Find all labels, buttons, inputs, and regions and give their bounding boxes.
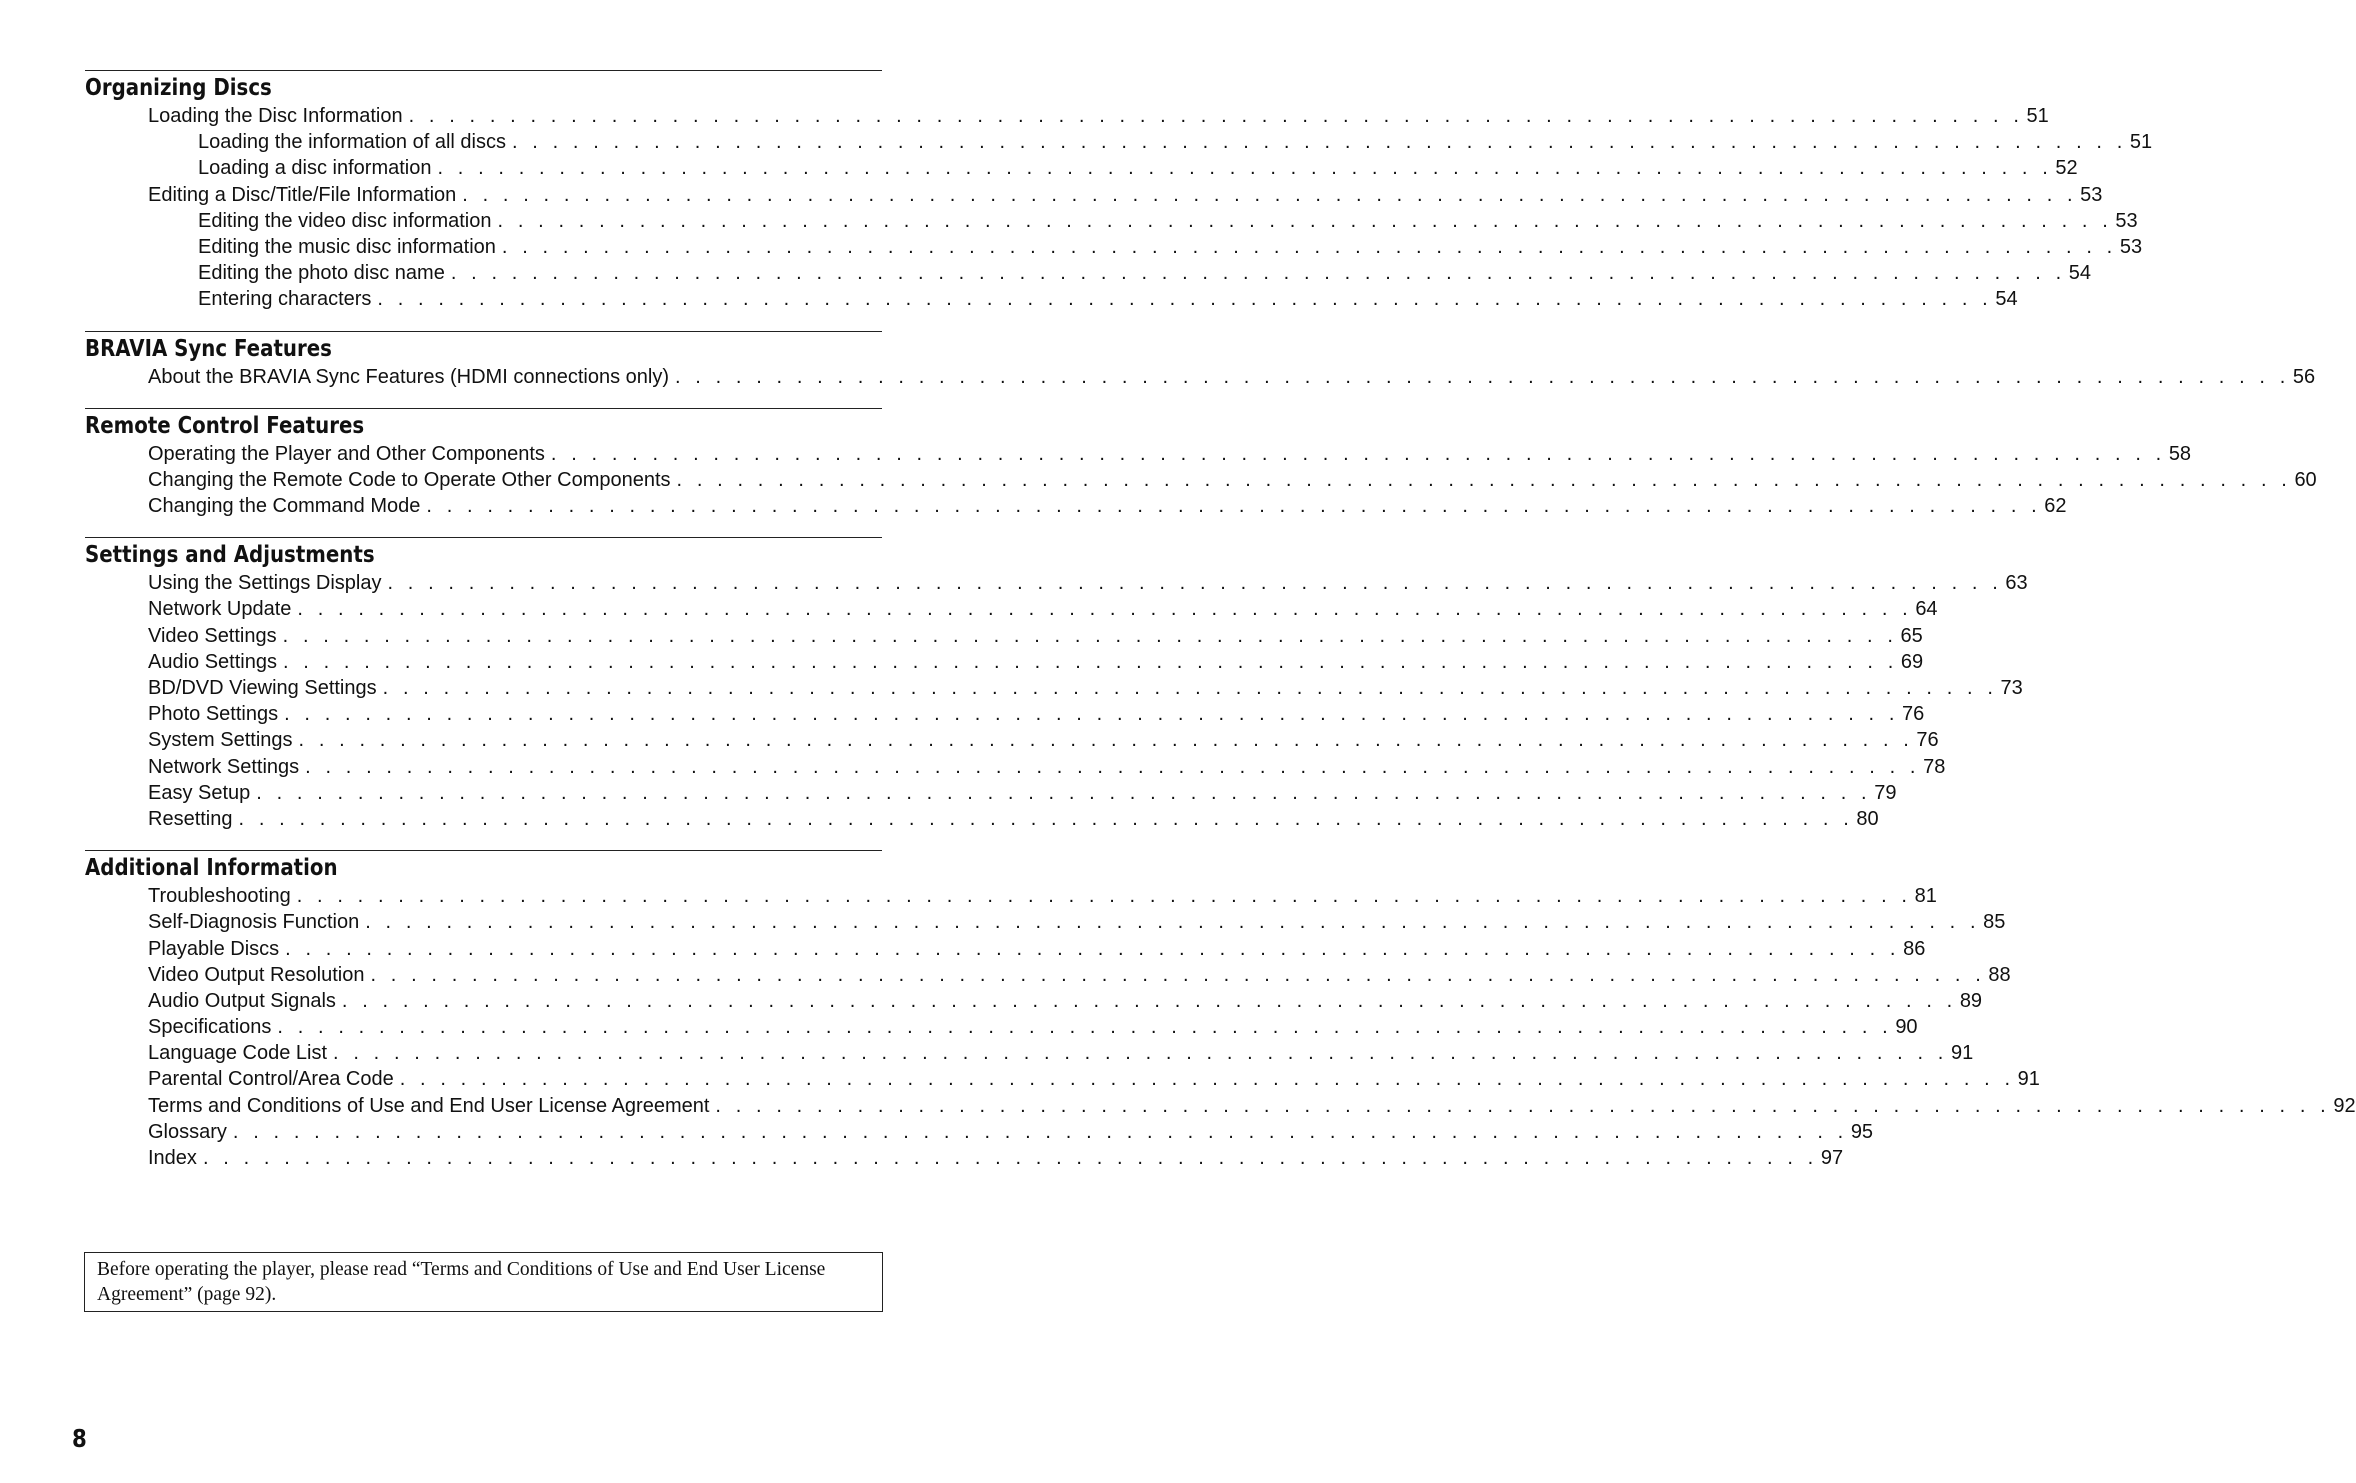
entry-title: Easy Setup [148,781,251,804]
entry-title: Audio Settings [148,650,277,673]
entry-title: Changing the Remote Code to Operate Other Components [148,468,671,491]
entry-title: Specifications [148,1016,272,1039]
entry-title: Video Output Resolution [148,963,365,986]
section-heading: Settings and Adjustments [85,542,375,569]
toc-entry[interactable] [85,1119,1874,1145]
entry-page-number: 76 [1902,703,1925,726]
entry-list [85,441,2317,520]
entry-page-number: 81 [1914,885,1937,908]
toc-entry[interactable] [85,988,1983,1014]
entry-page-number: 64 [1915,598,1938,621]
toc-entry[interactable] [85,936,1926,962]
notice-text: Before operating the player, please read “Terms and Conditions of Use and End User License Agreement” (page 92). [97,1259,826,1305]
entry-page-number: 53 [2119,235,2143,258]
dot-leader: . . . . . . . . . . . . . . . . . . . . . . . . . . . . . . . . . . . . . . . . . . . . . . . . . . . . . . . . . . . . . . . . . . . . . . . . . . . . . . . . [462,183,2078,206]
entry-title: Resetting [148,807,233,830]
dot-leader: . . . . . . . . . . . . . . . . . . . . . . . . . . . . . . . . . . . . . . . . . . . . . . . . . . . . . . . . . . . . . . . . . . . . . . . . . . . . . . . . [370,963,1986,986]
toc-entry[interactable] [85,1066,2040,1092]
entry-page-number: 54 [1995,288,2018,311]
dot-leader: . . . . . . . . . . . . . . . . . . . . . . . . . . . . . . . . . . . . . . . . . . . . . . . . . . . . . . . . . . . . . . . . . . . . . . . . . . . . . . . . [298,729,1914,752]
toc-entry[interactable] [85,649,1924,675]
dot-leader: . . . . . . . . . . . . . . . . . . . . . . . . . . . . . . . . . . . . . . . . . . . . . . . . . . . . . . . . . . . . . . . . . . . . . . . . . . . . . . . . [426,495,2042,518]
entry-title: Loading a disc information [198,157,432,180]
entry-page-number: 60 [2294,468,2317,491]
entry-title: Editing a Disc/Title/File Information [148,183,457,206]
toc-entry[interactable] [85,596,1938,622]
entry-title: System Settings [148,729,293,752]
entry-page-number: 79 [1874,781,1897,804]
entry-list [85,883,2356,1171]
entry-page-number: 89 [1959,989,1983,1012]
entry-page-number: 92 [2333,1094,2356,1117]
toc-entry[interactable] [85,623,1923,649]
dot-leader: . . . . . . . . . . . . . . . . . . . . . . . . . . . . . . . . . . . . . . . . . . . . . . . . . . . . . . . . . . . . . . . . . . . . . . . . . . . . . . . . [715,1094,2331,1117]
toc-entry[interactable] [85,727,1939,753]
entry-page-number: 51 [2129,131,2153,154]
toc-section [85,850,2356,1171]
entry-page-number: 76 [1916,729,1939,752]
toc-entry[interactable] [85,1145,1844,1171]
entry-title: Audio Output Signals [148,989,336,1012]
dot-leader: . . . . . . . . . . . . . . . . . . . . . . . . . . . . . . . . . . . . . . . . . . . . . . . . . . . . . . . . . . . . . . . . . . . . . . . . . . . . . . . . [202,1147,1818,1169]
entry-title: Network Settings [148,755,300,778]
entry-list [85,364,2316,390]
toc-entry[interactable] [85,493,2067,519]
entry-page-number: 51 [2026,105,2049,127]
dot-leader: . . . . . . . . . . . . . . . . . . . . . . . . . . . . . . . . . . . . . . . . . . . . . . . . . . . . . . . . . . . . . . . . . . . . . . . . . . . . . . . . [377,288,1993,311]
dot-leader: . . . . . . . . . . . . . . . . . . . . . . . . . . . . . . . . . . . . . . . . . . . . . . . . . . . . . . . . . . . . . . . . . . . . . . . . . . . . . . . . [285,937,1901,960]
notice-box [84,1252,883,1312]
toc-entry[interactable] [85,208,2138,234]
page-number: 8 [72,1424,87,1453]
toc-section [85,331,2316,390]
entry-page-number: 95 [1850,1120,1874,1143]
entry-list [85,103,2153,313]
table-of-contents [85,70,2356,1189]
dot-leader: . . . . . . . . . . . . . . . . . . . . . . . . . . . . . . . . . . . . . . . . . . . . . . . . . . . . . . . . . . . . . . . . . . . . . . . . . . . . . . . . [256,781,1872,804]
entry-page-number: 69 [1900,650,1924,673]
toc-entry[interactable] [85,780,1897,806]
entry-page-number: 88 [1988,963,2011,986]
toc-entry[interactable] [85,182,2103,208]
entry-page-number: 85 [1983,911,2006,934]
entry-title: Loading the information of all discs [198,131,506,154]
dot-leader: . . . . . . . . . . . . . . . . . . . . . . . . . . . . . . . . . . . . . . . . . . . . . . . . . . . . . . . . . . . . . . . . . . . . . . . . . . . . . . . . [550,442,2166,465]
entry-title: Index [148,1147,197,1169]
entry-title: Editing the photo disc name [198,262,445,285]
dot-leader: . . . . . . . . . . . . . . . . . . . . . . . . . . . . . . . . . . . . . . . . . . . . . . . . . . . . . . . . . . . . . . . . . . . . . . . . . . . . . . . . [341,989,1957,1012]
entry-list [85,570,2028,832]
toc-entry[interactable] [85,103,2049,129]
dot-leader: . . . . . . . . . . . . . . . . . . . . . . . . . . . . . . . . . . . . . . . . . . . . . . . . . . . . . . . . . . . . . . . . . . . . . . . . . . . . . . . . [437,157,2053,180]
toc-section [85,70,2153,313]
entry-page-number: 54 [2068,262,2091,285]
toc-entry[interactable] [85,260,2091,286]
entry-title: Network Update [148,598,292,621]
entry-page-number: 73 [2000,677,2023,699]
entry-title: Troubleshooting [148,885,291,908]
dot-leader: . . . . . . . . . . . . . . . . . . . . . . . . . . . . . . . . . . . . . . . . . . . . . . . . . . . . . . . . . . . . . . . . . . . . . . . . . . . . . . . . [408,105,2024,127]
toc-entry[interactable] [85,883,1937,909]
entry-page-number: 62 [2044,495,2067,518]
entry-page-number: 97 [1820,1147,1844,1169]
entry-page-number: 58 [2168,442,2192,465]
entry-page-number: 86 [1903,937,1926,960]
entry-title: Changing the Command Mode [148,495,421,518]
dot-leader: . . . . . . . . . . . . . . . . . . . . . . . . . . . . . . . . . . . . . . . . . . . . . . . . . . . . . . . . . . . . . . . . . . . . . . . . . . . . . . . . [365,911,1981,934]
entry-title: Self-Diagnosis Function [148,911,360,934]
entry-title: Editing the video disc information [198,209,492,232]
dot-leader: . . . . . . . . . . . . . . . . . . . . . . . . . . . . . . . . . . . . . . . . . . . . . . . . . . . . . . . . . . . . . . . . . . . . . . . . . . . . . . . . [282,650,1898,673]
entry-page-number: 91 [2017,1068,2040,1091]
entry-page-number: 53 [2080,183,2103,206]
toc-section [85,537,2028,832]
toc-entry[interactable] [85,1040,1974,1066]
toc-entry[interactable] [85,129,2153,155]
section-heading: Organizing Discs [85,75,272,101]
section-heading: Remote Control Features [85,412,365,439]
entry-title: Entering characters [198,288,372,311]
dot-leader: . . . . . . . . . . . . . . . . . . . . . . . . . . . . . . . . . . . . . . . . . . . . . . . . . . . . . . . . . . . . . . . . . . . . . . . . . . . . . . . . [674,365,2290,388]
entry-page-number: 63 [2005,572,2028,595]
entry-page-number: 56 [2292,365,2316,388]
toc-entry[interactable] [85,364,2316,390]
dot-leader: . . . . . . . . . . . . . . . . . . . . . . . . . . . . . . . . . . . . . . . . . . . . . . . . . . . . . . . . . . . . . . . . . . . . . . . . . . . . . . . . [501,235,2117,258]
dot-leader: . . . . . . . . . . . . . . . . . . . . . . . . . . . . . . . . . . . . . . . . . . . . . . . . . . . . . . . . . . . . . . . . . . . . . . . . . . . . . . . . [382,677,1998,699]
toc-entry[interactable] [85,570,2028,596]
toc-entry[interactable] [85,701,1925,727]
toc-entry[interactable] [85,806,1879,832]
toc-entry[interactable] [85,754,1946,780]
toc-entry[interactable] [85,909,2006,935]
dot-leader: . . . . . . . . . . . . . . . . . . . . . . . . . . . . . . . . . . . . . . . . . . . . . . . . . . . . . . . . . . . . . . . . . . . . . . . . . . . . . . . . [497,209,2113,232]
dot-leader: . . . . . . . . . . . . . . . . . . . . . . . . . . . . . . . . . . . . . . . . . . . . . . . . . . . . . . . . . . . . . . . . . . . . . . . . . . . . . . . . [277,1016,1893,1039]
toc-entry[interactable] [85,962,2011,988]
entry-title: Video Settings [148,624,277,647]
toc-entry[interactable] [85,1093,2356,1119]
entry-page-number: 78 [1923,755,1946,778]
dot-leader: . . . . . . . . . . . . . . . . . . . . . . . . . . . . . . . . . . . . . . . . . . . . . . . . . . . . . . . . . . . . . . . . . . . . . . . . . . . . . . . . [399,1068,2015,1091]
dot-leader: . . . . . . . . . . . . . . . . . . . . . . . . . . . . . . . . . . . . . . . . . . . . . . . . . . . . . . . . . . . . . . . . . . . . . . . . . . . . . . . . [511,131,2127,154]
entry-title: Terms and Conditions of Use and End User License Agreement [148,1094,710,1117]
toc-entry[interactable] [85,1014,1918,1040]
toc-entry[interactable] [85,155,2078,181]
entry-title: Operating the Player and Other Components [148,442,545,465]
toc-entry[interactable] [85,441,2192,467]
dot-leader: . . . . . . . . . . . . . . . . . . . . . . . . . . . . . . . . . . . . . . . . . . . . . . . . . . . . . . . . . . . . . . . . . . . . . . . . . . . . . . . . [297,598,1913,621]
entry-page-number: 52 [2055,157,2078,180]
entry-title: Parental Control/Area Code [148,1068,394,1091]
dot-leader: . . . . . . . . . . . . . . . . . . . . . . . . . . . . . . . . . . . . . . . . . . . . . . . . . . . . . . . . . . . . . . . . . . . . . . . . . . . . . . . . [282,624,1898,647]
entry-page-number: 53 [2115,209,2138,232]
entry-title: About the BRAVIA Sync Features (HDMI connections only) [148,365,669,388]
dot-leader: . . . . . . . . . . . . . . . . . . . . . . . . . . . . . . . . . . . . . . . . . . . . . . . . . . . . . . . . . . . . . . . . . . . . . . . . . . . . . . . . [296,885,1912,908]
dot-leader: . . . . . . . . . . . . . . . . . . . . . . . . . . . . . . . . . . . . . . . . . . . . . . . . . . . . . . . . . . . . . . . . . . . . . . . . . . . . . . . . [387,572,2003,595]
dot-leader: . . . . . . . . . . . . . . . . . . . . . . . . . . . . . . . . . . . . . . . . . . . . . . . . . . . . . . . . . . . . . . . . . . . . . . . . . . . . . . . . [450,262,2066,285]
entry-title: BD/DVD Viewing Settings [148,677,377,699]
section-heading: BRAVIA Sync Features [85,335,332,362]
entry-title: Loading the Disc Information [148,105,403,127]
dot-leader: . . . . . . . . . . . . . . . . . . . . . . . . . . . . . . . . . . . . . . . . . . . . . . . . . . . . . . . . . . . . . . . . . . . . . . . . . . . . . . . . [676,468,2292,491]
dot-leader: . . . . . . . . . . . . . . . . . . . . . . . . . . . . . . . . . . . . . . . . . . . . . . . . . . . . . . . . . . . . . . . . . . . . . . . . . . . . . . . . [333,1042,1948,1065]
entry-page-number: 90 [1895,1016,1918,1039]
entry-page-number: 65 [1900,624,1923,647]
section-heading: Additional Information [85,855,338,882]
entry-title: Playable Discs [148,937,280,960]
toc-entry[interactable] [85,675,2023,701]
dot-leader: . . . . . . . . . . . . . . . . . . . . . . . . . . . . . . . . . . . . . . . . . . . . . . . . . . . . . . . . . . . . . . . . . . . . . . . . . . . . . . . . [284,703,1899,726]
entry-title: Photo Settings [148,703,279,726]
toc-section [85,408,2317,520]
toc-entry[interactable] [85,286,2018,312]
entry-title: Editing the music disc information [198,235,496,258]
entry-page-number: 91 [1950,1042,1974,1065]
dot-leader: . . . . . . . . . . . . . . . . . . . . . . . . . . . . . . . . . . . . . . . . . . . . . . . . . . . . . . . . . . . . . . . . . . . . . . . . . . . . . . . . [238,807,1854,830]
dot-leader: . . . . . . . . . . . . . . . . . . . . . . . . . . . . . . . . . . . . . . . . . . . . . . . . . . . . . . . . . . . . . . . . . . . . . . . . . . . . . . . . [305,755,1921,778]
toc-entry[interactable] [85,234,2143,260]
entry-title: Language Code List [148,1042,328,1065]
entry-title: Using the Settings Display [148,572,382,595]
entry-page-number: 80 [1856,807,1879,830]
toc-entry[interactable] [85,467,2317,493]
entry-title: Glossary [148,1120,227,1143]
dot-leader: . . . . . . . . . . . . . . . . . . . . . . . . . . . . . . . . . . . . . . . . . . . . . . . . . . . . . . . . . . . . . . . . . . . . . . . . . . . . . . . . [232,1120,1848,1143]
